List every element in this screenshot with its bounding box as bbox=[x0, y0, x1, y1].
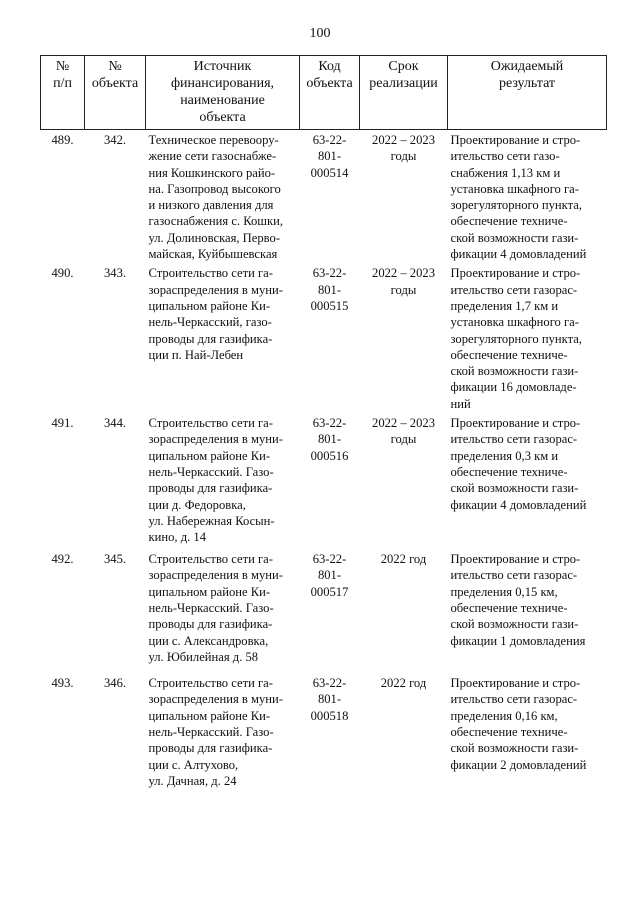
cell-line: 63-22- bbox=[312, 552, 347, 567]
cell-line: обеспечение техниче- bbox=[450, 214, 568, 229]
table-row bbox=[41, 548, 607, 672]
cell-line: ции с. Александровка, bbox=[148, 633, 269, 648]
cell-line: п/п bbox=[53, 76, 72, 91]
cell-line: 493. bbox=[51, 676, 74, 691]
cell-line: результат bbox=[498, 76, 556, 91]
cell-line: проводы для газифика- bbox=[148, 331, 273, 346]
cell-line: ния Кошкинского райо- bbox=[148, 165, 276, 180]
cell-line: ципальном районе Ки- bbox=[148, 448, 271, 463]
cell-line: зораспределения в муни- bbox=[148, 568, 283, 583]
row-code bbox=[300, 548, 360, 672]
cell-line: Ожидаемый bbox=[490, 59, 564, 74]
cell-line: ул. Дачная, д. 24 bbox=[148, 773, 237, 788]
cell-line: 2022 – 2023 bbox=[372, 266, 435, 281]
cell-line: Проектирование и стро- bbox=[450, 266, 581, 281]
cell-line: снабжения 1,13 км и bbox=[450, 165, 561, 180]
cell-line: и низкого давления для bbox=[148, 198, 274, 213]
table-header-row bbox=[41, 56, 607, 130]
cell-line: годы bbox=[390, 282, 417, 297]
table-row bbox=[41, 262, 607, 412]
row-pp bbox=[41, 262, 85, 412]
row-result bbox=[448, 548, 607, 672]
row-pp bbox=[41, 412, 85, 548]
row-object-number bbox=[85, 412, 146, 548]
cell-line: реализации bbox=[369, 76, 438, 91]
cell-line: Источник bbox=[193, 59, 252, 74]
row-code bbox=[300, 672, 360, 802]
cell-line: 490. bbox=[51, 266, 74, 281]
cell-line: 346. bbox=[103, 676, 127, 691]
row-source bbox=[146, 262, 300, 412]
cell-line: 2022 – 2023 bbox=[372, 416, 435, 431]
cell-line: проводы для газифика- bbox=[148, 617, 273, 632]
cell-line: проводы для газифика- bbox=[148, 741, 273, 756]
cell-line: № bbox=[108, 59, 122, 74]
cell-line: установка шкафного га- bbox=[450, 315, 579, 330]
financing-table bbox=[40, 55, 607, 802]
cell-line: 000517 bbox=[310, 584, 349, 599]
cell-line: ции с. Алтухово, bbox=[148, 757, 239, 772]
cell-line: ительство сети газорас- bbox=[450, 432, 578, 447]
cell-line: ул. Юбилейная д. 58 bbox=[148, 649, 259, 664]
cell-line: ции д. Федоровка, bbox=[148, 497, 246, 512]
header-source bbox=[146, 56, 300, 130]
cell-line: ципальном районе Ки- bbox=[148, 584, 271, 599]
cell-line: Код bbox=[318, 59, 341, 74]
cell-line: нель-Черкасский, газо- bbox=[148, 315, 272, 330]
row-term bbox=[360, 412, 448, 548]
cell-line: проводы для газифика- bbox=[148, 481, 273, 496]
cell-line: ской возможности гази- bbox=[450, 741, 579, 756]
cell-line: ул. Долиновская, Перво- bbox=[148, 230, 281, 245]
row-pp bbox=[41, 130, 85, 263]
header-code bbox=[300, 56, 360, 130]
table-row bbox=[41, 412, 607, 548]
cell-line: 63-22- bbox=[312, 676, 347, 691]
cell-line: 2022 – 2023 bbox=[372, 133, 435, 147]
row-term bbox=[360, 262, 448, 412]
cell-line: фикации 2 домовладений bbox=[450, 757, 587, 772]
row-source bbox=[146, 130, 300, 263]
cell-line: Срок bbox=[388, 59, 419, 74]
header-pp bbox=[41, 56, 85, 130]
cell-line: объекта bbox=[306, 76, 353, 91]
cell-line: фикации 4 домовладений bbox=[450, 247, 587, 262]
cell-line: наименование bbox=[180, 93, 265, 108]
row-result bbox=[448, 262, 607, 412]
table-body bbox=[41, 130, 607, 803]
cell-line: 2022 год bbox=[380, 676, 427, 691]
row-term bbox=[360, 130, 448, 263]
cell-line: 344. bbox=[103, 416, 127, 431]
row-object-number bbox=[85, 130, 146, 263]
cell-line: пределения 1,7 км и bbox=[450, 298, 559, 313]
cell-line: майская, Куйбышевская bbox=[148, 247, 278, 262]
row-object-number bbox=[85, 672, 146, 802]
cell-line: ительство сети газорас- bbox=[450, 692, 578, 707]
cell-line: Проектирование и стро- bbox=[450, 552, 581, 567]
cell-line: обеспечение техниче- bbox=[450, 600, 568, 615]
cell-line: 000515 bbox=[310, 298, 349, 313]
cell-line: ской возможности гази- bbox=[450, 364, 579, 379]
cell-line: обеспечение техниче- bbox=[450, 347, 568, 362]
cell-line: Строительство сети га- bbox=[148, 266, 273, 281]
cell-line: зораспределения в муни- bbox=[148, 692, 283, 707]
cell-line: объекта bbox=[199, 110, 246, 125]
cell-line: нель-Черкасский. Газо- bbox=[148, 464, 274, 479]
cell-line: на. Газопровод высокого bbox=[148, 181, 281, 196]
cell-line: 63-22- bbox=[312, 416, 347, 431]
row-result bbox=[448, 672, 607, 802]
cell-line: 000518 bbox=[310, 708, 349, 723]
cell-line: 801- bbox=[317, 692, 342, 707]
cell-line: Строительство сети га- bbox=[148, 416, 273, 431]
row-pp bbox=[41, 548, 85, 672]
cell-line: 000516 bbox=[310, 448, 349, 463]
row-source bbox=[146, 412, 300, 548]
cell-line: годы bbox=[390, 149, 417, 164]
cell-line: газоснабжения с. Кошки, bbox=[148, 214, 283, 229]
cell-line: зораспределения в муни- bbox=[148, 282, 283, 297]
cell-line: 343. bbox=[103, 266, 127, 281]
row-pp bbox=[41, 672, 85, 802]
cell-line: нель-Черкасский. Газо- bbox=[148, 600, 274, 615]
cell-line: фикации 4 домовладений bbox=[450, 497, 587, 512]
cell-line: Техническое перевоору- bbox=[148, 133, 279, 147]
cell-line: ципальном районе Ки- bbox=[148, 298, 271, 313]
header-object-number bbox=[85, 56, 146, 130]
cell-line: 801- bbox=[317, 149, 342, 164]
cell-line: обеспечение техниче- bbox=[450, 724, 568, 739]
cell-line: ительство сети газорас- bbox=[450, 568, 578, 583]
cell-line: ний bbox=[450, 396, 471, 411]
cell-line: ской возможности гази- bbox=[450, 230, 579, 245]
cell-line: Строительство сети га- bbox=[148, 676, 273, 691]
table-row bbox=[41, 672, 607, 802]
cell-line: объекта bbox=[91, 76, 139, 91]
cell-line: 2022 год bbox=[380, 552, 427, 567]
cell-line: ской возможности гази- bbox=[450, 481, 579, 496]
cell-line: зорегуляторного пункта, bbox=[450, 198, 582, 213]
cell-line: нель-Черкасский. Газо- bbox=[148, 724, 274, 739]
cell-line: кино, д. 14 bbox=[148, 530, 206, 545]
header-term bbox=[360, 56, 448, 130]
row-source bbox=[146, 548, 300, 672]
cell-line: зораспределения в муни- bbox=[148, 432, 283, 447]
cell-line: ской возможности гази- bbox=[450, 617, 579, 632]
row-term bbox=[360, 672, 448, 802]
cell-line: 801- bbox=[317, 568, 342, 583]
cell-line: ципальном районе Ки- bbox=[148, 708, 271, 723]
cell-line: 345. bbox=[103, 552, 127, 567]
cell-line: фикации 16 домовладе- bbox=[450, 380, 577, 395]
table-row bbox=[41, 130, 607, 263]
cell-line: 000514 bbox=[310, 165, 349, 180]
row-code bbox=[300, 130, 360, 263]
cell-line: 491. bbox=[51, 416, 74, 431]
cell-line: Проектирование и стро- bbox=[450, 133, 581, 147]
cell-line: 492. bbox=[51, 552, 74, 567]
cell-line: № bbox=[55, 59, 70, 74]
page-number: 100 bbox=[309, 26, 331, 41]
cell-line: годы bbox=[390, 432, 417, 447]
cell-line: ительство сети газорас- bbox=[450, 282, 578, 297]
cell-line: 63-22- bbox=[312, 266, 347, 281]
header-result bbox=[448, 56, 607, 130]
cell-line: ул. Набережная Косын- bbox=[148, 513, 275, 528]
cell-line: 342. bbox=[103, 133, 127, 147]
row-result bbox=[448, 412, 607, 548]
cell-line: установка шкафного га- bbox=[450, 181, 579, 196]
row-source bbox=[146, 672, 300, 802]
cell-line: Строительство сети га- bbox=[148, 552, 273, 567]
cell-line: ительство сети газо- bbox=[450, 149, 560, 164]
cell-line: пределения 0,16 км, bbox=[450, 708, 558, 723]
cell-line: Проектирование и стро- bbox=[450, 676, 581, 691]
cell-line: фикации 1 домовладения bbox=[450, 633, 586, 648]
cell-line: 801- bbox=[317, 282, 342, 297]
cell-line: 801- bbox=[317, 432, 342, 447]
row-result bbox=[448, 130, 607, 263]
row-object-number bbox=[85, 262, 146, 412]
cell-line: Проектирование и стро- bbox=[450, 416, 581, 431]
cell-line: пределения 0,15 км, bbox=[450, 584, 558, 599]
row-term bbox=[360, 548, 448, 672]
row-code bbox=[300, 262, 360, 412]
cell-line: обеспечение техниче- bbox=[450, 464, 568, 479]
cell-line: пределения 0,3 км и bbox=[450, 448, 559, 463]
cell-line: 489. bbox=[51, 133, 74, 147]
cell-line: ции п. Най-Лебен bbox=[148, 347, 244, 362]
row-code bbox=[300, 412, 360, 548]
cell-line: финансирования, bbox=[170, 76, 275, 91]
row-object-number bbox=[85, 548, 146, 672]
cell-line: жение сети газоснабже- bbox=[148, 149, 277, 164]
cell-line: 63-22- bbox=[312, 133, 347, 147]
cell-line: зорегуляторного пункта, bbox=[450, 331, 582, 346]
